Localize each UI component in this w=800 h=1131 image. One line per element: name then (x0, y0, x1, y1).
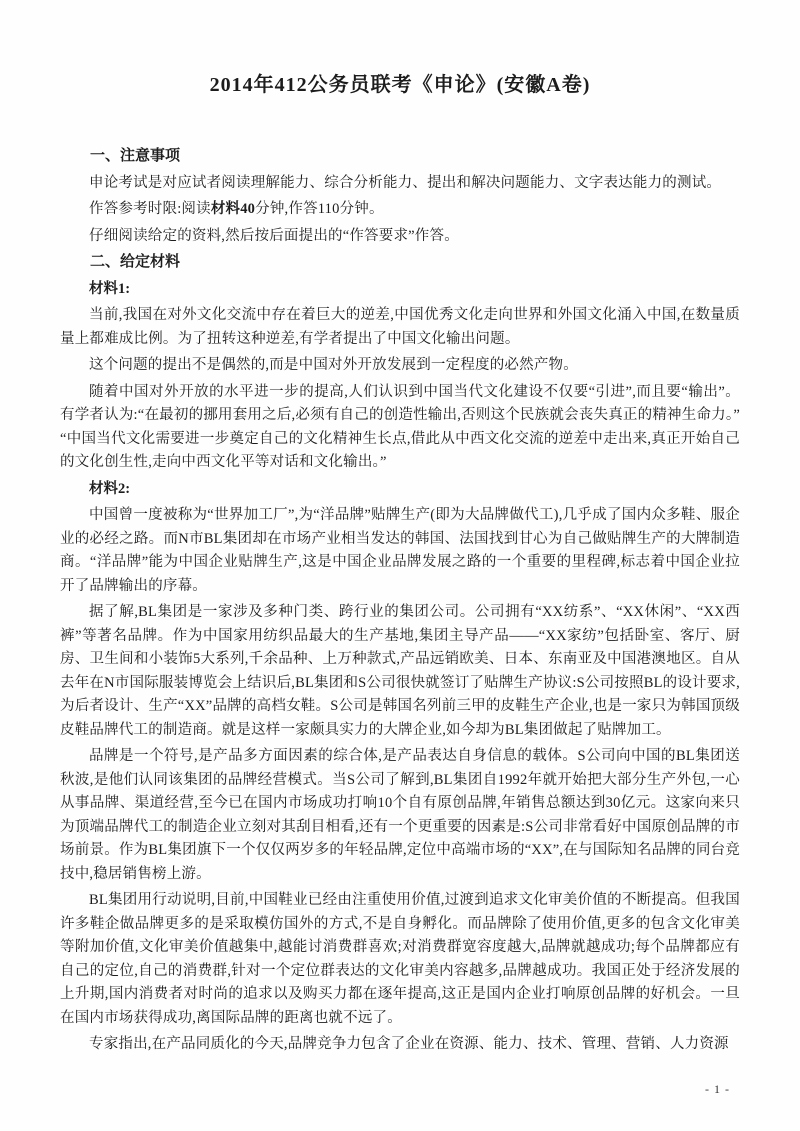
materials-heading: 二、给定材料 (90, 254, 181, 270)
paragraph: 申论考试是对应试者阅读理解能力、综合分析能力、提出和解决问题能力、文字表达能力的测试。 (89, 174, 722, 191)
notice-heading: 一、注意事项 (90, 148, 181, 164)
paragraph: 随着中国对外开放的水平进一步的提高,人们认识到中国当代文化建设不仅要“引进”,而且要“输出”。有学者认为:“在最初的挪用套用之后,必须有自己的创造性输出,否则这个民族就会丧失真正的精神生命力。”“中国当代文化需要进一步奠定自己的文化精神生长点,借此从中西文化交流的逆差中走出来,真正开始自己的文化创生性,走向中西文化平等对话和文化输出。” (60, 383, 740, 470)
paragraph: 仔细阅读给定的资料,然后按后面提出的“作答要求”作答。 (89, 227, 459, 244)
section-notice (60, 145, 740, 248)
material1-paragraphs (60, 304, 740, 475)
paragraph: BL集团用行动说明,目前,中国鞋业已经由注重使用价值,过渡到追求文化审美价值的不断提高。但我国许多鞋企做品牌更多的是采取模仿国外的方式,不是自身孵化。而品牌除了使用价值,更多的包含文化审美等附加价值,文化审美价值越集中,越能讨消费群喜欢;对消费群宽容度越大,品牌就越成功;每个品牌都应有自己的定位,自己的消费群,针对一个定位群表达的文化审美内容越多,品牌越成功。我国正处于经济发展的上升期,国内消费者对时尚的追求以及购买力都在逐年提高,这正是国内企业打响原创品牌的好机会。一旦在国内市场获得成功,离国际品牌的距离也就不远了。 (60, 892, 740, 1026)
paragraph: 这个问题的提出不是偶然的,而是中国对外开放发展到一定程度的必然产物。 (89, 357, 578, 373)
document-title: 2014年412公务员联考《申论》(安徽A卷) (209, 74, 591, 96)
section-materials (60, 251, 740, 1057)
paragraph: 作答参考时限:阅读材料40分钟,作答110分钟。 (89, 201, 384, 217)
paragraph: 中国曾一度被称为“世界加工厂”,为“洋品牌”贴牌生产(即为大品牌做代工),几乎成了国内众多鞋、服企业的必经之路。而N市BL集团却在市场产业相当发达的韩国、法国找到甘心为自己做贴牌生产的大牌制造商。“洋品牌”能为中国企业贴牌生产,这是中国企业品牌发展之路的一个重要的里程碑,标志着中国企业拉开了品牌输出的序幕。 (60, 507, 740, 594)
material1-label: 材料1: (89, 280, 131, 297)
paragraph: 据了解,BL集团是一家涉及多种门类、跨行业的集团公司。公司拥有“XX纺系”、“XX休闲”、“XX西裤”等著名品牌。作为中国家用纺织品最大的生产基地,集团主导产品——“XX家纺”包括卧室、客厅、厨房、卫生间和小装饰5大系列,千余品种、上万种款式,产品远销欧美、日本、东南亚及中国港澳地区。自从去年在N市国际服装博览会上结识后,BL集团和S公司很快就签订了贴牌生产协议:S公司按照BL的设计要求,为后者设计、生产“XX”品牌的高档女鞋。S公司是韩国名列前三甲的皮鞋生产企业,也是一家只为韩国顶级皮鞋品牌代工的制造商。就是这样一家颇具实力的大牌企业,如今却为BL集团做起了贴牌加工。 (60, 604, 740, 738)
material2-label: 材料2: (89, 480, 131, 497)
paragraph: 品牌是一个符号,是产品多方面因素的综合体,是产品表达自身信息的载体。S公司向中国的BL集团送秋波,是他们认同该集团的品牌经营模式。当S公司了解到,BL集团自1992年就开始把大部分生产外包,一心从事品牌、渠道经营,至今已在国内市场成功打响10个自有原创品牌,年销售总额达到30亿元。这家向来只为顶端品牌代工的制造企业立刻对其刮目相看,还有一个更重要的因素是:S公司非常看好中国原创品牌的市场前景。作为BL集团旗下一个仅仅两岁多的年轻品牌,定位中高端市场的“XX”,在与国际知名品牌的同台竞技中,稳居销售榜上游。 (60, 748, 740, 882)
paragraph: 当前,我国在对外文化交流中存在着巨大的逆差,中国优秀文化走向世界和外国文化涌入中国,在数量质量上都难成比例。为了扭转这种逆差,有学者提出了中国文化输出问题。 (60, 307, 740, 347)
page-number: - 1 - (705, 1082, 730, 1096)
notice-paragraphs (60, 172, 740, 249)
paragraph: 专家指出,在产品同质化的今天,品牌竞争力包含了企业在资源、能力、技术、管理、营销、人力资源 (89, 1036, 729, 1052)
material2-paragraphs (60, 504, 740, 1057)
